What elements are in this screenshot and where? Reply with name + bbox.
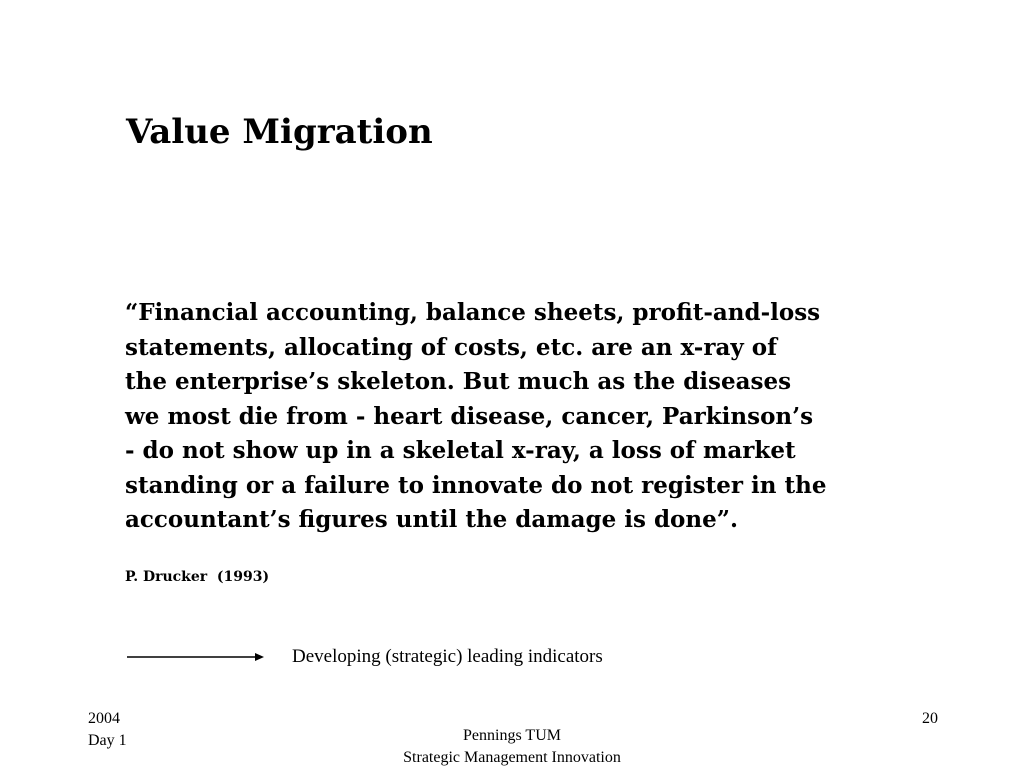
footer-credits	[0, 725, 1024, 768]
quote-line: - do not show up in a skeletal x-ray, a loss of market	[125, 437, 796, 464]
quote-line: “Financial accounting, balance sheets, profit-and-loss	[125, 299, 821, 326]
footer-course: Strategic Management Innovation	[403, 749, 621, 766]
quote-line: we most die from - heart disease, cancer, Parkinson’s	[125, 402, 814, 430]
footer-year: 2004	[88, 710, 120, 727]
drucker-quote	[125, 296, 955, 538]
right-arrow-icon	[127, 650, 267, 664]
quote-line: accountant’s figures until the damage is done”.	[125, 506, 738, 533]
quote-line: the enterprise’s skeleton. But much as the diseases	[125, 368, 792, 395]
footer-day: Day 1	[88, 732, 127, 749]
quote-line: standing or a failure to innovate do not register in the	[125, 471, 827, 499]
footer-author: Pennings TUM	[463, 727, 561, 744]
slide-title: Value Migration	[126, 112, 433, 152]
leading-indicators-label: Developing (strategic) leading indicators	[292, 646, 603, 667]
quote-line: statements, allocating of costs, etc. are an x-ray of	[125, 333, 777, 361]
quote-attribution: P. Drucker (1993)	[125, 569, 270, 585]
footer-page-number: 20	[922, 710, 938, 727]
